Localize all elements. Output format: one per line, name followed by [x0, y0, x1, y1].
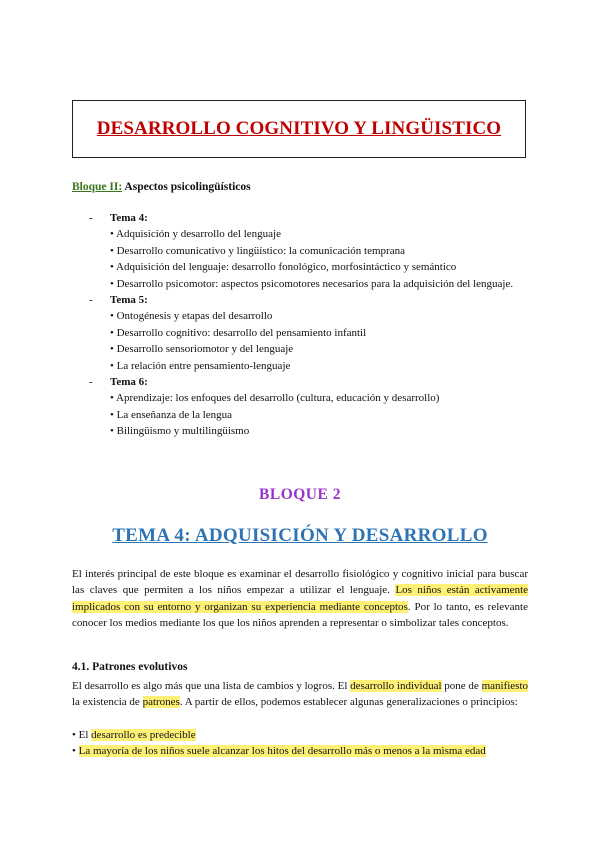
bloque-ii-heading: [72, 181, 251, 193]
patrones-text: la existencia de: [72, 696, 143, 709]
intro-paragraph: [72, 566, 528, 632]
tema-item: • Desarrollo psicomotor: aspectos psicomotores necesarios para la adquisición del lenguaje.: [110, 277, 514, 290]
principle-highlight: desarrollo es predecible: [91, 729, 196, 741]
document-title: DESARROLLO COGNITIVO Y LINGÜISTICO: [96, 118, 502, 139]
tema-item: • La relación entre pensamiento-lenguaje: [110, 359, 291, 372]
patrones-text: . A partir de ellos, podemos establecer algunas generalizaciones o principios:: [179, 696, 518, 709]
dash-marker: -: [89, 294, 93, 307]
title-box: [72, 100, 526, 158]
tema-name: Tema 6:: [110, 376, 148, 389]
tema-name: Tema 4:: [110, 212, 148, 224]
intro-text-end: . Por lo tanto, es relevante conocer los medios mediante los que los niños aprenden a representar o simbolizar tales conceptos.: [72, 600, 528, 630]
temas-outline: [89, 210, 529, 440]
tema-entry: [89, 292, 529, 308]
principle-item: [72, 743, 528, 759]
tema-name: Tema 5:: [110, 294, 148, 307]
dash-marker: -: [89, 212, 93, 224]
tema-item: • Adquisición del lenguaje: desarrollo fonológico, morfosintáctico y semántico: [110, 261, 457, 274]
tema-entry: [89, 374, 529, 390]
dash-marker: -: [89, 376, 93, 389]
patrones-text: pone de: [441, 680, 482, 692]
tema-item: • Bilingüismo y multilingüismo: [110, 425, 250, 438]
tema-item: • Desarrollo comunicativo y lingüístico: la comunicación temprana: [110, 244, 405, 257]
tema-item: • Ontogénesis y etapas del desarrollo: [110, 310, 273, 323]
highlight-desarrollo-individual: desarrollo individual: [350, 680, 442, 692]
bloque-label: Bloque II:: [72, 181, 123, 193]
intro-highlight: Los niños están activamente implicados con su entorno y organizan su experiencia mediante conceptos: [72, 584, 529, 613]
patrones-text: El desarrollo es algo más que una lista de cambios y logros. El: [72, 680, 351, 692]
tema-item: • Desarrollo cognitivo: desarrollo del pensamiento infantil: [110, 326, 367, 339]
intro-text: El interés principal de este bloque es examinar el desarrollo fisiológico y cognitivo inicial para buscar las claves que permiten a los niños empezar a utilizar el lenguaje.: [72, 568, 528, 597]
principle-highlight: La mayoría de los niños suele alcanzar los hitos del desarrollo más o menos a la misma edad: [78, 745, 486, 758]
tema-item: • Adquisición y desarrollo del lenguaje: [110, 228, 281, 241]
patrones-paragraph: [72, 678, 528, 711]
principle-item: [72, 727, 528, 743]
bullet-prefix: •: [72, 745, 79, 758]
bullet-prefix: • El: [72, 729, 92, 741]
highlight-manifiesto: manifiesto: [481, 680, 529, 692]
highlight-patrones: patrones: [142, 696, 180, 709]
principles-list: [72, 727, 528, 760]
bloque-name: Aspectos psicolingüísticos: [122, 181, 251, 193]
tema-item: • La enseñanza de la lengua: [110, 408, 233, 421]
tema-entry: [89, 210, 529, 226]
tema-4-heading: TEMA 4: ADQUISICIÓN Y DESARROLLO: [112, 525, 488, 546]
section-heading: 4.1. Patrones evolutivos: [72, 661, 188, 673]
tema-item: • Aprendizaje: los enfoques del desarrollo (cultura, educación y desarrollo): [110, 392, 440, 405]
tema-item: • Desarrollo sensoriomotor y del lenguaje: [110, 343, 294, 356]
bloque-2-heading: BLOQUE 2: [259, 486, 341, 503]
